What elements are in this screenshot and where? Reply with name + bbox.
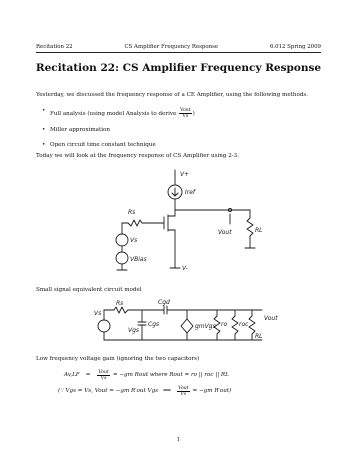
- gain-equation: Av,LF = $\frac{\text{Vout}}{Vs}$ = −gm Rout where Rout = ro || roc || RL: [64, 370, 229, 381]
- vout-label: Vout: [264, 315, 278, 322]
- rs-label: Rs: [116, 300, 124, 307]
- fraction-numerator: Vout: [180, 108, 191, 113]
- fraction: [97, 370, 109, 381]
- low-freq-caption: Low frequency voltage gain (ignoring the two capacitors): [36, 356, 200, 362]
- ro-resistor: [214, 316, 220, 340]
- vs-label: Vs: [130, 237, 138, 244]
- derivation-equation: [58, 386, 231, 397]
- rs-label: Rs: [128, 209, 136, 216]
- fraction-numerator: Vout: [178, 386, 189, 391]
- rl-label: RL: [255, 227, 263, 234]
- fraction-denominator: Vs: [182, 114, 189, 119]
- roc-label: roc: [239, 321, 249, 328]
- equation-rest: = −gm Rout where Rout = ro || roc || RL: [112, 372, 229, 378]
- vbias-source-icon: [116, 252, 128, 264]
- vbias-label: VBias: [130, 256, 147, 263]
- fraction-numerator: Vout: [98, 370, 109, 375]
- small-signal-schematic: [92, 296, 282, 348]
- implies-arrow: ⟹: [163, 388, 172, 394]
- gain-symbol: Av,LF: [64, 372, 80, 378]
- vplus-label: V+: [180, 171, 190, 178]
- roc-resistor: [232, 316, 238, 340]
- header-center: CS Amplifier Frequency Response: [124, 44, 219, 50]
- bullet-text: Full analysis (using model Analysis to derive: [50, 111, 177, 117]
- derivation-rest: = −gm R′out): [192, 388, 232, 394]
- cgd-label: Cgd: [158, 299, 170, 306]
- running-header: [36, 44, 321, 53]
- bullet-text: Miller approximation: [50, 127, 110, 133]
- ro-label: ro: [221, 321, 228, 328]
- fraction-denominator: Vs: [180, 392, 187, 397]
- small-signal-caption: Small signal equivalent circuit model: [36, 287, 142, 293]
- vgs-label: Vgs: [128, 327, 140, 334]
- list-item: [42, 108, 195, 119]
- vout-label: Vout: [218, 229, 232, 236]
- header-right: 6.012 Spring 2009: [270, 44, 321, 50]
- rs-resistor: [128, 220, 142, 226]
- iref-label: Iref: [185, 189, 196, 196]
- bullet-suffix: ): [192, 111, 195, 117]
- methods-list: [42, 108, 195, 157]
- rs-resistor: [114, 307, 128, 313]
- fraction: [177, 386, 189, 397]
- cgs-label: Cgs: [148, 321, 160, 328]
- header-left: Recitation 22: [36, 44, 73, 50]
- vs-label: Vs: [94, 310, 102, 317]
- page-number: 1: [176, 437, 181, 443]
- today-paragraph: Today we will look at the frequency response of CS Amplifier using 2-3.: [36, 153, 240, 159]
- gm-label: gmVgs: [195, 323, 216, 330]
- cs-amplifier-schematic: [100, 168, 270, 278]
- vs-source-icon: [116, 234, 128, 246]
- list-item: [42, 127, 195, 134]
- vs-source-icon: [98, 320, 110, 332]
- dependent-source-icon: [181, 319, 193, 333]
- rl-label: RL: [255, 333, 263, 340]
- fraction-denominator: Vs: [100, 376, 107, 381]
- fraction: [179, 108, 191, 119]
- intro-paragraph: Yesterday, we discussed the frequency response of a CE Amplifier, using the following methods.: [36, 92, 309, 98]
- vminus-label: V-: [182, 265, 188, 272]
- derivation-lhs: (∵ Vgs = Vs, Vout = −gm R′out Vgs: [58, 388, 159, 394]
- rl-resistor: [247, 210, 253, 248]
- list-item: [42, 142, 195, 149]
- bullet-text: Open circuit time constant technique: [50, 142, 156, 148]
- page-title: Recitation 22: CS Amplifier Frequency Response: [35, 62, 322, 74]
